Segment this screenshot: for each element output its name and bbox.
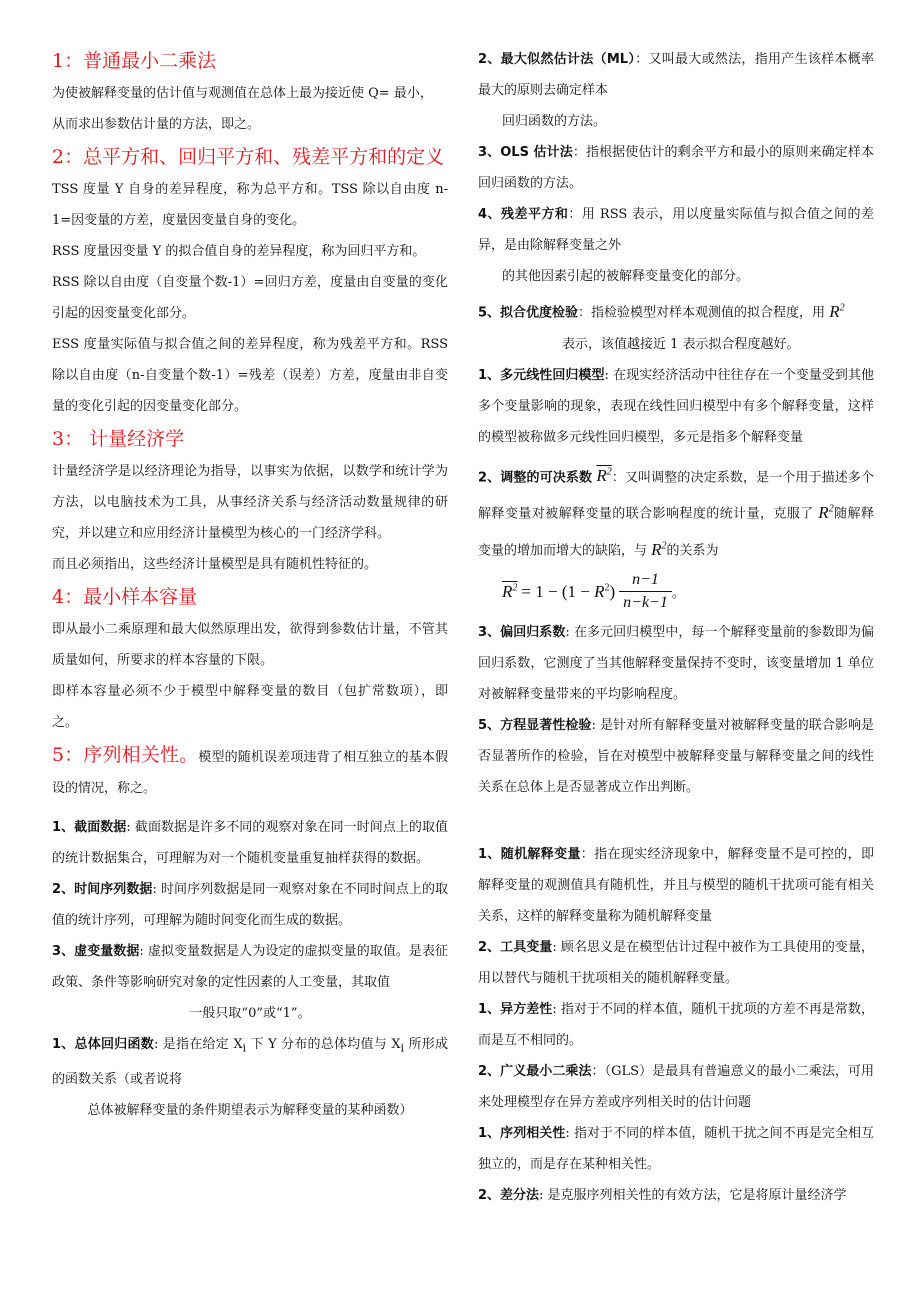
term-text: : 是指在给定 X	[154, 1037, 243, 1052]
term-text: ：指根据使估计的剩余平方和最小的原则来确定样本回归函数的方法。	[478, 145, 874, 191]
subscript-i: i	[400, 1041, 405, 1055]
term-label: 3、偏回归系数	[478, 624, 566, 640]
term-label: 1、序列相关性	[478, 1125, 566, 1141]
term-text: 所形成的函数关系（或者说将	[52, 1037, 449, 1087]
serial-correlation-para	[52, 742, 448, 804]
term-label: 2、最大似然估计法（ML）	[478, 52, 636, 67]
term-label: 3、虚变量数据	[52, 944, 140, 959]
term-time-series	[52, 874, 448, 936]
term-text: : 在多元回归模型中，每一个解释变量前的参数即为偏回归系数，它测度了当其他解释变量保持不变时，该变量增加 1 单位对被解释变量带来的平均影响程度。	[478, 624, 875, 702]
left-column	[52, 44, 448, 1126]
min-sample-note: 即样本容量必须不少于模型中解释变量的数目（包扩常数项），即之。	[52, 684, 448, 730]
serial-correlation-definition: 模型的随机误差项违背了相互独立的基本假设的情况，称之。	[52, 750, 448, 796]
term-text: : 虚拟变量数据是人为设定的虚拟变量的取值。是表征政策、条件等影响研究对象的定性因素的人工变量，其取值	[52, 944, 449, 990]
r-squared-symbol: $R^2$	[829, 301, 845, 321]
term-text: ：指检验模型对样本观测值的拟合程度，用	[578, 305, 826, 321]
heading-min-sample-size: 4：最小样本容量	[52, 586, 198, 608]
term-text: : 是克服序列相关性的有效方法，它是将原计量经济学	[539, 1187, 847, 1203]
term-mle-tail: 回归函数的方法。	[502, 114, 607, 129]
term-text: ：用 RSS 表示，用以度量实际值与拟合值之间的差异，是由除解释变量之外	[478, 207, 874, 253]
heading-ols: 1：普通最小二乘法	[52, 50, 217, 72]
term-dummy-tail: 一般只取“0”或“1”。	[189, 1006, 311, 1021]
formula-denominator: n−k−1	[623, 594, 668, 612]
formula-equals: = $1 - (1 - R^2)$	[521, 581, 616, 601]
ols-definition-2: 从而求出参数估计量的方法，即之。	[52, 117, 261, 132]
term-residual-ss	[478, 199, 874, 261]
formula-numerator: n−1	[619, 569, 672, 592]
term-dummy-data	[52, 936, 448, 998]
term-label: 2、差分法	[478, 1187, 540, 1203]
min-sample-definition: 即从最小二乘原理和最大似然原理出发，欲得到参数估计量，不管其质量如何，所要求的样本容量的下限。	[52, 622, 448, 668]
term-label: 1、总体回归函数	[52, 1037, 155, 1052]
term-gls	[478, 1056, 874, 1118]
term-text: : 顾名思义是在模型估计过程中被作为工具使用的变量，用以替代与随机干扰项相关的随机解释变量。	[478, 939, 875, 986]
term-population-tail: 总体被解释变量的条件期望表示为解释变量的某种函数）	[87, 1102, 413, 1118]
econometrics-definition: 计量经济学是以经济理论为指导，以事实为依据，以数学和统计学为方法，以电脑技术为工具，从事经济关系与经济活动数量规律的研究，并以建立和应用经济计量模型为核心的一门经济学科。	[52, 464, 448, 541]
term-random-regressor	[478, 839, 874, 932]
heading-sum-of-squares: 2：总平方和、回归平方和、残差平方和的定义	[52, 146, 445, 168]
term-text: ：（GLS）是最具有普遍意义的最小二乘法，可用来处理模型存在异方差或序列相关时的估计问题	[478, 1063, 875, 1110]
term-label: 2、工具变量	[478, 939, 553, 955]
rss-variance: RSS 除以自由度（自变量个数-1）=回归方差，度量由自变量的变化引起的因变量变化部分。	[52, 275, 448, 321]
term-text: ：又叫调整的决定系数，是一个用于描述多个解释变量对被解释变量的联合影响程度的统计量，克服了	[478, 470, 874, 522]
right-column	[478, 44, 874, 1211]
term-mle	[478, 44, 874, 106]
term-difference-method	[478, 1180, 874, 1211]
term-label: 3、OLS 估计法	[478, 145, 573, 160]
term-label: 5、拟合优度检验	[478, 305, 579, 321]
term-text: : 是针对所有解释变量对被解释变量的联合影响是否显著所作的检验，旨在对模型中被解释变量与解释变量之间的线性关系在总体上是否显著成立作出判断。	[478, 717, 875, 795]
term-label: 4、残差平方和	[478, 207, 569, 222]
ess-definition: ESS 度量实际值与拟合值之间的差异程度，称为残差平方和。RSS 除以自由度（n-自变量个数-1）=残差（误差）方差，度量由非自变量的变化引起的因变量变化部分。	[52, 337, 448, 414]
adjusted-r-squared-symbol: $R^2$	[596, 466, 612, 486]
term-partial-regression	[478, 617, 874, 710]
term-label: 1、截面数据	[52, 820, 127, 835]
formula-period: 。	[671, 586, 685, 602]
term-adjusted-r2	[478, 457, 874, 567]
term-heteroskedasticity	[478, 994, 874, 1056]
term-label: 5、方程显著性检验	[478, 717, 592, 733]
heading-econometrics: 3： 计量经济学	[52, 428, 185, 450]
term-serial-correlation	[478, 1118, 874, 1180]
term-goodness-of-fit	[478, 292, 874, 329]
term-label: 1、随机解释变量	[478, 846, 581, 862]
r-squared-symbol: $R^2$	[651, 539, 667, 559]
r-squared-symbol: $R^2$	[818, 502, 834, 522]
ols-definition-1: 为使被解释变量的估计值与观测值在总体上最为接近使 Q= 最小，	[52, 86, 433, 101]
term-label: 2、时间序列数据	[52, 882, 153, 897]
term-instrumental-variable	[478, 932, 874, 994]
formula-one: 1	[535, 581, 544, 601]
heading-serial-correlation: 5：序列相关性。	[52, 744, 199, 766]
term-population-regression	[52, 1029, 448, 1095]
term-label: 2、广义最小二乘法	[478, 1063, 592, 1079]
term-label: 1、异方差性	[478, 1001, 553, 1017]
adjusted-r-squared-symbol: $R^2$	[502, 581, 518, 601]
econometrics-note: 而且必须指出，这些经济计量模型是具有随机性特征的。	[52, 557, 378, 572]
term-residual-tail: 的其他因素引起的被解释变量变化的部分。	[502, 269, 750, 284]
subscript-i: i	[242, 1041, 247, 1055]
term-multiple-regression	[478, 360, 874, 453]
term-text: : 指对于不同的样本值，随机干扰之间不再是完全相互独立的，而是存在某种相关性。	[478, 1125, 875, 1172]
term-text: : 时间序列数据是同一观察对象在不同时间点上的取值的统计序列，可理解为随时间变化而生成的数据。	[52, 882, 449, 928]
term-ols-estimation	[478, 137, 874, 199]
section-gap	[478, 803, 874, 839]
term-text: : 在现实经济活动中往往存在一个变量受到其他多个变量影响的现象，表现在线性回归模型中有多个解释变量，这样的模型被称做多元线性回归模型，多元是指多个解释变量	[478, 367, 875, 445]
term-text: ：指在现实经济现象中，解释变量不是可控的，即解释变量的观测值具有随机性，并且与模型的随机干扰项可能有相关关系，这样的解释变量称为随机解释变量	[478, 846, 874, 924]
term-label: 2、调整的可决系数	[478, 470, 593, 486]
term-goodness-tail: 表示，该值越接近 1 表示拟合程度越好。	[562, 336, 800, 352]
term-text: : 指对于不同的样本值，随机干扰项的方差不再是常数，而是互不相同的。	[478, 1001, 875, 1048]
term-text: 随解释变量的增加而增大的缺陷，与	[478, 506, 874, 559]
term-text: ：又叫最大或然法，指用产生该样本概率最大的原则去确定样本	[478, 52, 874, 98]
formula-fraction	[619, 569, 672, 614]
rss-definition: RSS 度量因变量 Y 的拟合值自身的差异程度，称为回归平方和。	[52, 244, 426, 259]
term-label: 1、多元线性回归模型	[478, 367, 605, 383]
term-cross-section	[52, 812, 448, 874]
term-equation-significance	[478, 710, 874, 803]
term-text: 的关系为	[666, 543, 719, 559]
adjusted-r2-formula	[478, 567, 874, 617]
tss-definition: TSS 度量 Y 自身的差异程度，称为总平方和。TSS 除以自由度 n-1=因变量的方差，度量因变量自身的变化。	[52, 182, 448, 228]
term-text: 下 Y 分布的总体均值与 X	[246, 1037, 401, 1052]
term-text: : 截面数据是许多不同的观察对象在同一时间点上的取值的统计数据集合，可理解为对一个随机变量重复抽样获得的数据。	[52, 820, 449, 866]
formula-one: 1	[567, 581, 576, 601]
